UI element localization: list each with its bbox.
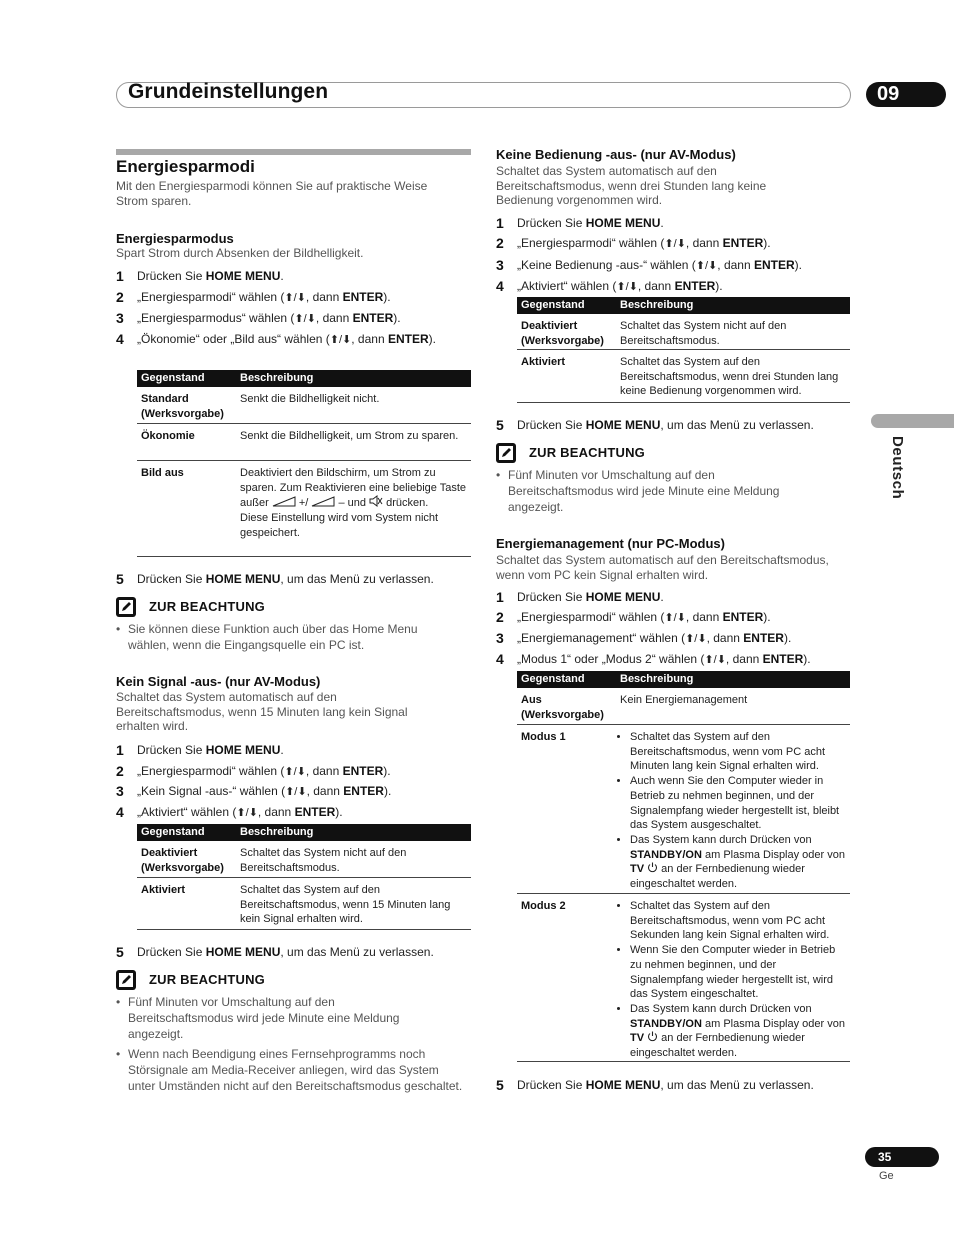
up-down-arrow-icon: ⬆/⬇: [236, 807, 258, 819]
table-row: Deaktiviert (Werksvorgabe) Schaltet das System nicht auf den Bereitschaftsmodus.: [137, 841, 471, 878]
subsection-title: Keine Bedienung -aus- (nur AV-Modus): [496, 147, 736, 162]
table-row: Modus 2 • Schaltet das System auf den Bereitschaftsmodus, wenn vom PC acht Sekunden lang kein Signal erhalten wird. • Wenn Sie den Computer wieder in Betrieb zu nehmen beginnen, und der Signalempfang wieder hergestellt ist, wird das System eingeschaltet. • Das System kann durch Drücken von STANDBY/ON am Plasma Display oder von TV an der Fernbedienung wieder eingeschaltet werden.: [517, 894, 850, 1062]
table-row: Deaktiviert (Werksvorgabe) Schaltet das System nicht auf den Bereitschaftsmodus.: [517, 314, 850, 350]
up-down-arrow-icon: ⬆/⬇: [685, 633, 707, 645]
language-label: Deutsch: [889, 436, 906, 500]
table-row: Aktiviert Schaltet das System auf den Bereitschaftsmodus, wenn drei Stunden lang keine Bedienung vorgenommen wird.: [517, 350, 850, 403]
table-row: Bild aus Deaktiviert den Bildschirm, um Strom zu sparen. Zum Reaktivieren eine beliebige Taste außer +/ – und drücken. Diese Einstellung wird vom System nicht gespeichert.: [137, 461, 471, 557]
subsection-desc: Schaltet das System automatisch auf den Bereitschaftsmodus, wenn vom PC kein Signal erhalten wird.: [496, 553, 829, 582]
page-title: Grundeinstellungen: [128, 80, 329, 103]
table-row: Ökonomie Senkt die Bildhelligkeit, um Strom zu sparen.: [137, 424, 471, 461]
up-down-arrow-icon: ⬆/⬇: [284, 292, 306, 304]
language-tab-bar: [871, 414, 954, 428]
note-pencil-icon: [496, 443, 516, 463]
language-code: Ge: [879, 1170, 894, 1182]
volume-down-icon: [311, 496, 335, 507]
table-header: Gegenstand Beschreibung: [137, 824, 471, 841]
up-down-arrow-icon: ⬆/⬇: [294, 313, 316, 325]
section-intro: Mit den Energiesparmodi können Sie auf praktische Weise Strom sparen.: [116, 179, 428, 208]
volume-up-icon: [272, 496, 296, 507]
page-number: 35: [865, 1147, 939, 1167]
settings-table: [137, 824, 471, 930]
up-down-arrow-icon: ⬆/⬇: [664, 238, 686, 250]
section-rule: [116, 149, 471, 155]
table-header: Gegenstand Beschreibung: [517, 297, 850, 314]
chapter-badge: 09: [866, 82, 946, 107]
up-down-arrow-icon: ⬆/⬇: [284, 766, 306, 778]
language-tab: [886, 436, 910, 516]
subsection-title: Energiesparmodus: [116, 231, 234, 246]
section-title: Energiesparmodi: [116, 157, 255, 176]
note-title: ZUR BEACHTUNG: [149, 599, 265, 614]
table-row: Modus 1 • Schaltet das System auf den Bereitschaftsmodus, wenn vom PC acht Minuten lang kein Signal erhalten wird. • Auch wenn Sie den Computer wieder in Betrieb zu nehmen beginnen, und der Signalempfang wieder hergestellt ist, bleibt das System ausgeschaltet. • Das System kann durch Drücken von STANDBY/ON am Plasma Display oder von TV an der Fernbedienung wieder eingeschaltet werden.: [517, 725, 850, 894]
up-down-arrow-icon: ⬆/⬇: [664, 612, 686, 624]
note-pencil-icon: [116, 597, 136, 617]
mute-icon: [369, 495, 383, 507]
up-down-arrow-icon: ⬆/⬇: [616, 281, 638, 293]
table-header: Gegenstand Beschreibung: [517, 671, 850, 688]
note-pencil-icon: [116, 970, 136, 990]
subsection-title: Kein Signal -aus- (nur AV-Modus): [116, 674, 321, 689]
table-header: Gegenstand Beschreibung: [137, 370, 471, 387]
subsection-desc: Schaltet das System automatisch auf den Bereitschaftsmodus, wenn 15 Minuten lang kein Signal erhalten wird.: [116, 690, 408, 733]
subsection-title: Energiemanagement (nur PC-Modus): [496, 536, 725, 551]
table-row: Standard (Werksvorgabe) Senkt die Bildhelligkeit nicht.: [137, 387, 471, 424]
table-row: Aus (Werksvorgabe) Kein Energiemanagement: [517, 688, 850, 725]
settings-table: [517, 671, 850, 1063]
subsection-desc: Spart Strom durch Absenken der Bildhelligkeit.: [116, 246, 364, 260]
note-title: ZUR BEACHTUNG: [149, 972, 265, 987]
note-title: ZUR BEACHTUNG: [529, 445, 645, 460]
up-down-arrow-icon: ⬆/⬇: [329, 334, 352, 346]
up-down-arrow-icon: ⬆/⬇: [704, 654, 726, 666]
power-icon: [647, 1031, 658, 1042]
subsection-desc: Schaltet das System automatisch auf den Bereitschaftsmodus, wenn drei Stunden lang keine Bedienung vorgenommen wird.: [496, 164, 767, 207]
table-row: Aktiviert Schaltet das System auf den Bereitschaftsmodus, wenn 15 Minuten lang kein Signal erhalten wird.: [137, 878, 471, 930]
settings-table: [517, 297, 850, 404]
up-down-arrow-icon: ⬆/⬇: [285, 786, 307, 798]
power-icon: [647, 862, 658, 873]
settings-table: [137, 370, 471, 558]
up-down-arrow-icon: ⬆/⬇: [695, 260, 718, 272]
